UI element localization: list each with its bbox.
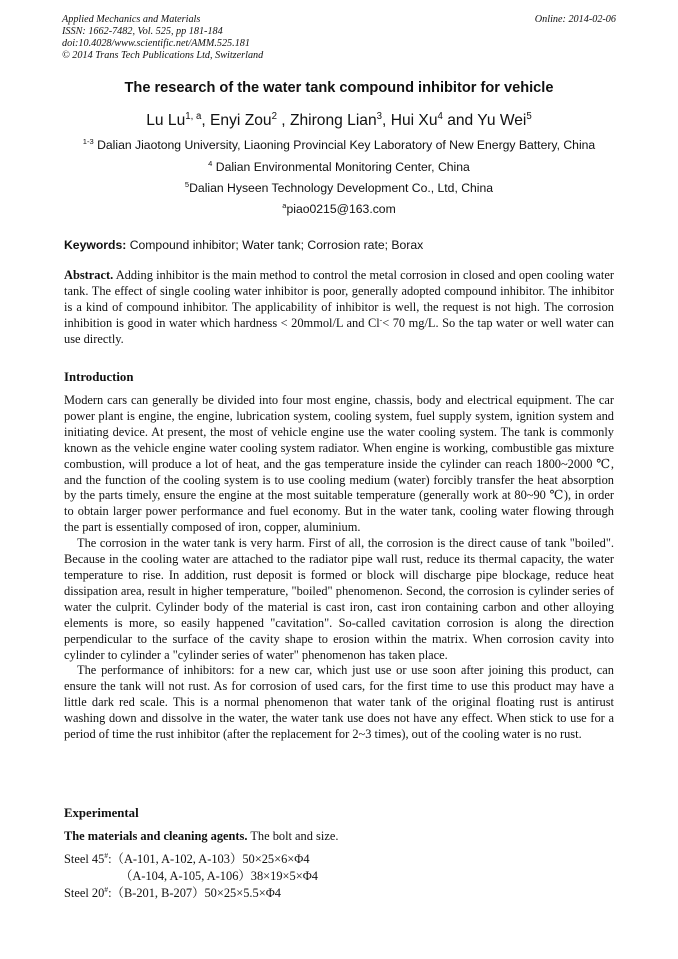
author-name: Hui Xu bbox=[390, 112, 438, 129]
author-email: $^a$piao0215@163.com bbox=[282, 200, 396, 216]
journal-meta bbox=[62, 14, 263, 62]
paragraph: Modern cars can generally be divided into four most engine, chassis, body and electrical equipment. The car power plant is engine, the engine, lubrication system, cooling system, fuel supply system, ignition system and initiating device. At present, the most of vehicle engine use the water cooling system. The tank is commonly known as the vehicle engine water cooling system radiator. When engine is working, combustible gas mixture combustion, will produce a lot of heat, and the gas temperature inside the cylinder can reach 1800~2000 ℃, and the function of the cooling system is to use cooling medium (water) forcibly transfer the heat absorption by the parts timely, ensure the engine at the most suitable temperature (generally work at 80~90 ℃), in order to obtain larger power performance and fuel economy. But in the water tank, cooling water flowing through the part is essentially composed of iron, copper, aluminium. bbox=[64, 393, 614, 535]
keywords-label: Keywords: bbox=[64, 238, 127, 252]
author-sup: 3 bbox=[376, 110, 383, 122]
steel45-spec: Steel 45#:（A-101, A-102, A-103）50×25×6×Φ4 bbox=[64, 850, 310, 866]
paragraph: The corrosion in the water tank is very harm. First of all, the corrosion is the direct cause of tank "boiled". Because in the cooling water are attached to the radiator pipe wall rust, reduce its thermal capacity, the water temperature to rise. In addition, rust deposit is formed or block will discharge pipe blockage, reduce heat dissipation area, result in higher temperature, "boiled" phenomenon. Second, the corrosion is cylinder series of water the culprit. Cylinder body of the material is cast iron, cast iron containing carbon and other alloying elements is more, so easily happened "cavitation". So-called cavitation corrosion is along the direction perpendicular to the surface of the cavity shape to erosion within the matrix. When corrosion cavity into cylinder to cylinder a "cylinder series of water" phenomenon has taken place. bbox=[64, 536, 614, 662]
author-sup: 1, a bbox=[185, 110, 202, 122]
section-heading-introduction: Introduction bbox=[64, 370, 134, 384]
author-sup: 4 bbox=[437, 110, 443, 122]
introduction-body bbox=[64, 393, 614, 743]
steel20-spec: Steel 20#:（B-201, B-207）50×25×5.5×Φ4 bbox=[64, 884, 281, 900]
author-name: Lu Lu bbox=[146, 112, 186, 129]
affiliation: $^5$Dalian Hyseen Technology Development Co., Ltd, China bbox=[184, 179, 494, 195]
affiliation: $^{1-3}$ Dalian Jiaotong University, Liaoning Provincial Key Laboratory of New Energy Battery, China bbox=[82, 136, 596, 152]
abstract-label: Abstract. bbox=[64, 268, 114, 282]
author-sup: 2 bbox=[271, 110, 277, 122]
paper-title: The research of the water tank compound inhibitor for vehicle bbox=[124, 80, 554, 96]
online-date: Online: 2014-02-06 bbox=[534, 14, 616, 25]
keywords bbox=[64, 238, 423, 252]
author-name: Zhirong Lian bbox=[289, 112, 377, 129]
affiliation: $^4$ Dalian Environmental Monitoring Center, China bbox=[208, 158, 470, 174]
paragraph: The performance of inhibitors: for a new car, which just use or use soon after joining this product, can ensure the tank will not rust. As for corrosion of used cars, for the first time to use this product may have a little dark red scale. This is a normal phenomenon that water tank of the original floating rust is antirust washing down and dissolve in the water, the water tank use does not have any effect. When stick to use for a period of time the rust inhibitor (after the replacement for 2~3 times), out of the cooling water is no rust. bbox=[64, 663, 614, 742]
author-name: Enyi Zou bbox=[210, 112, 272, 129]
abstract: Abstract. Adding inhibitor is the main method to control the metal corrosion in closed and open cooling water tank. The effect of single cooling water inhibitor is poor, generally adopted compound inhibitor. The inhibitor is a kind of compound inhibitor. The applicability of inhibitor is well, the request is not high. The corrosion inhibition is good in water which hardness < 20mmol/L and Cl-< 70 mg/L. So the tap water or well water can use directly. bbox=[64, 268, 614, 346]
author-sup: 5 bbox=[526, 110, 532, 122]
section-heading-experimental: Experimental bbox=[64, 806, 139, 820]
doi: doi:10.4028/www.scientific.net/AMM.525.181 bbox=[62, 38, 250, 49]
steel45-spec-2: （A-104, A-105, A-106）38×19×5×Φ4 bbox=[120, 869, 318, 883]
author-name: Yu Wei bbox=[477, 112, 527, 129]
materials-subheading: The materials and cleaning agents. The bolt and size. bbox=[64, 829, 339, 843]
keywords-text: Compound inhibitor; Water tank; Corrosion rate; Borax bbox=[126, 238, 424, 252]
author-list: Lu Lu$^{1, a}$, Enyi Zou$^2$ , Zhirong Lian$^3$, Hui Xu$^4$ and Yu Wei$^5$ bbox=[146, 110, 532, 129]
issn: ISSN: 1662-7482, Vol. 525, pp 181-184 bbox=[62, 26, 223, 37]
journal-name: Applied Mechanics and Materials bbox=[62, 14, 201, 25]
copyright: © 2014 Trans Tech Publications Ltd, Switzerland bbox=[62, 50, 264, 61]
abstract-text: Adding inhibitor is the main method to control the metal corrosion in closed and open cooling water tank. The effect of single cooling water inhibitor is poor, generally adopted compound inhibitor. The inhibitor is a kind of compound inhibitor. The applicability of inhibitor is well, the request is not high. The corrosion inhibition is good in water which hardness < 20mmol/L and Cl bbox=[64, 268, 614, 330]
